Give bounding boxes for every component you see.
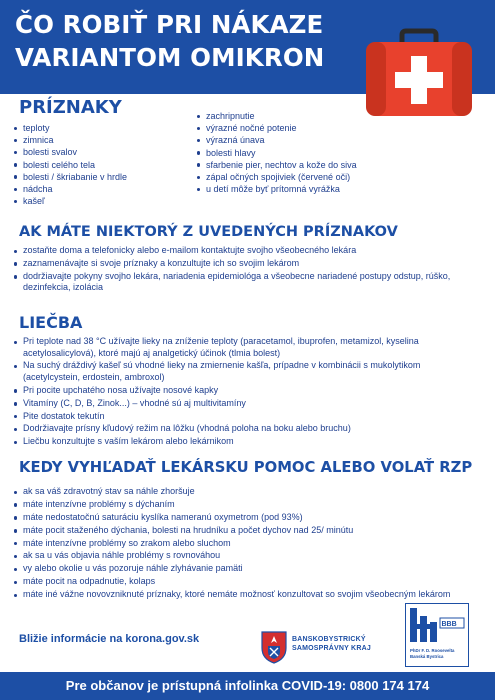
list-item: máte intenzívne problémy so zrakom alebo sluchom [13,538,468,550]
footer-banner [0,672,495,700]
list-item: Liečbu konzultujte s vaším lekárom alebo lekárnikom [13,436,468,448]
pharmacy-letters: BBB [441,621,457,628]
if-symptoms-title: AK MÁTE NIEKTORÝ Z UVEDENÝCH PRÍZNAKOV [19,224,398,240]
list-item: Vitamíny (C, D, B, Zinok...) – vhodné sú aj multivitamíny [13,398,468,410]
list-item: vy alebo okolie u vás pozoruje náhle zlyhávanie pamäti [13,563,468,575]
title-line-1: ČO ROBIŤ PRI NÁKAZE [15,10,324,39]
hospital-fdr-logo [405,603,469,667]
list-item: zápal očných spojiviek (červené oči) [196,171,436,183]
title-line-2: VARIANTOM OMIKRON [15,43,325,72]
hospital-fdr-name: PhDr F. D. Roosevelta Banská Bystrica [410,648,455,659]
seek-help-title: KEDY VYHĽADAŤ LEKÁRSKU POMOC ALEBO VOLAŤ RZP [19,459,473,476]
list-item: dodržiavajte pokyny svojho lekára, nariadenia epidemiológa a všeobecne nariadené postupy odstup, rúško, dezinfekcia, izolácia [13,271,463,294]
list-item: výrazná únava [196,134,436,146]
list-item: bolesti celého tela [13,159,193,171]
list-item: zimnica [13,134,193,146]
hotline-text: Pre občanov je prístupná infolinka COVID-19: 0800 174 174 [65,678,430,693]
list-item: Dodržiavajte prísny kľudový režim na lôžku (vhodná poloha na boku alebo bruchu) [13,423,468,435]
list-item: výrazné nočné potenie [196,122,436,134]
first-aid-kit-icon [364,28,474,118]
list-item: máte pocit na odpadnutie, kolaps [13,576,468,588]
list-item: ak sa u vás objavia náhle problémy s rovnováhou [13,550,468,562]
list-item: bolesti / škriabanie v hrdle [13,171,193,183]
list-item: máte intenzívne problémy s dýchaním [13,499,468,511]
hospital-fdr-logo-icon [406,604,468,646]
list-item: máte iné vážne novovzniknuté príznaky, ktoré nemáte možnosť konzultovat so svojim všeobecným lekárom [13,589,468,601]
treatment-title: LIEČBA [19,313,83,332]
list-item: Na suchý dráždivý kašeľ sú vhodné lieky na zmiernenie kašľa, prípadne v kombinácii s mukolytikom (acetylcystein, erdostein, ambroxol) [13,360,468,383]
list-item: kašeľ [13,195,193,207]
list-item: u detí môže byť prítomná vyrážka [196,183,436,195]
list-item: bolesti svalov [13,146,193,158]
list-item: zaznamenávajte si svoje príznaky a konzultujte ich so svojim lekárom [13,258,463,270]
symptoms-list-right [196,110,436,195]
list-item: nádcha [13,183,193,195]
list-item: ak sa váš zdravotný stav sa náhle zhoršuje [13,486,468,498]
treatment-list [13,336,468,449]
bbsk-coat-of-arms-icon [260,630,288,664]
list-item: sfarbenie pier, nechtov a kože do siva [196,159,436,171]
list-item: Pri teplote nad 38 °C užívajte lieky na zníženie teploty (paracetamol, ibuprofen, metamizol, kyselina acetylosalicylová), ktoré majú aj analgetický účinok (tlmia bolest) [13,336,468,359]
list-item: Pite dostatok tekutín [13,411,468,423]
bbsk-logo [258,628,388,668]
list-item: Pri pocite upchatého nosa užívajte nosové kapky [13,385,468,397]
list-item: zostaňte doma a telefonicky alebo e-mailom kontaktujte svojho všeobecného lekára [13,245,463,257]
symptoms-list-left [13,122,193,207]
list-item: máte nedostatočnú saturáciu kyslíka nameranú oxymetrom (pod 93%) [13,512,468,524]
list-item: bolesti hlavy [196,147,436,159]
list-item: máte pocit staženého dýchania, bolesti na hrudníku a počet dychov nad 25/ minútu [13,525,468,537]
seek-help-list [13,486,468,602]
bbsk-name: BANSKOBYSTRICKÝ SAMOSPRÁVNY KRAJ [292,636,371,652]
list-item: teploty [13,122,193,134]
page-title [15,8,324,74]
more-info-link[interactable]: Bližie informácie na korona.gov.sk [19,633,200,645]
list-item: zachripnutie [196,110,436,122]
symptoms-title: PRÍZNAKY [19,97,122,118]
if-symptoms-list [13,245,463,295]
